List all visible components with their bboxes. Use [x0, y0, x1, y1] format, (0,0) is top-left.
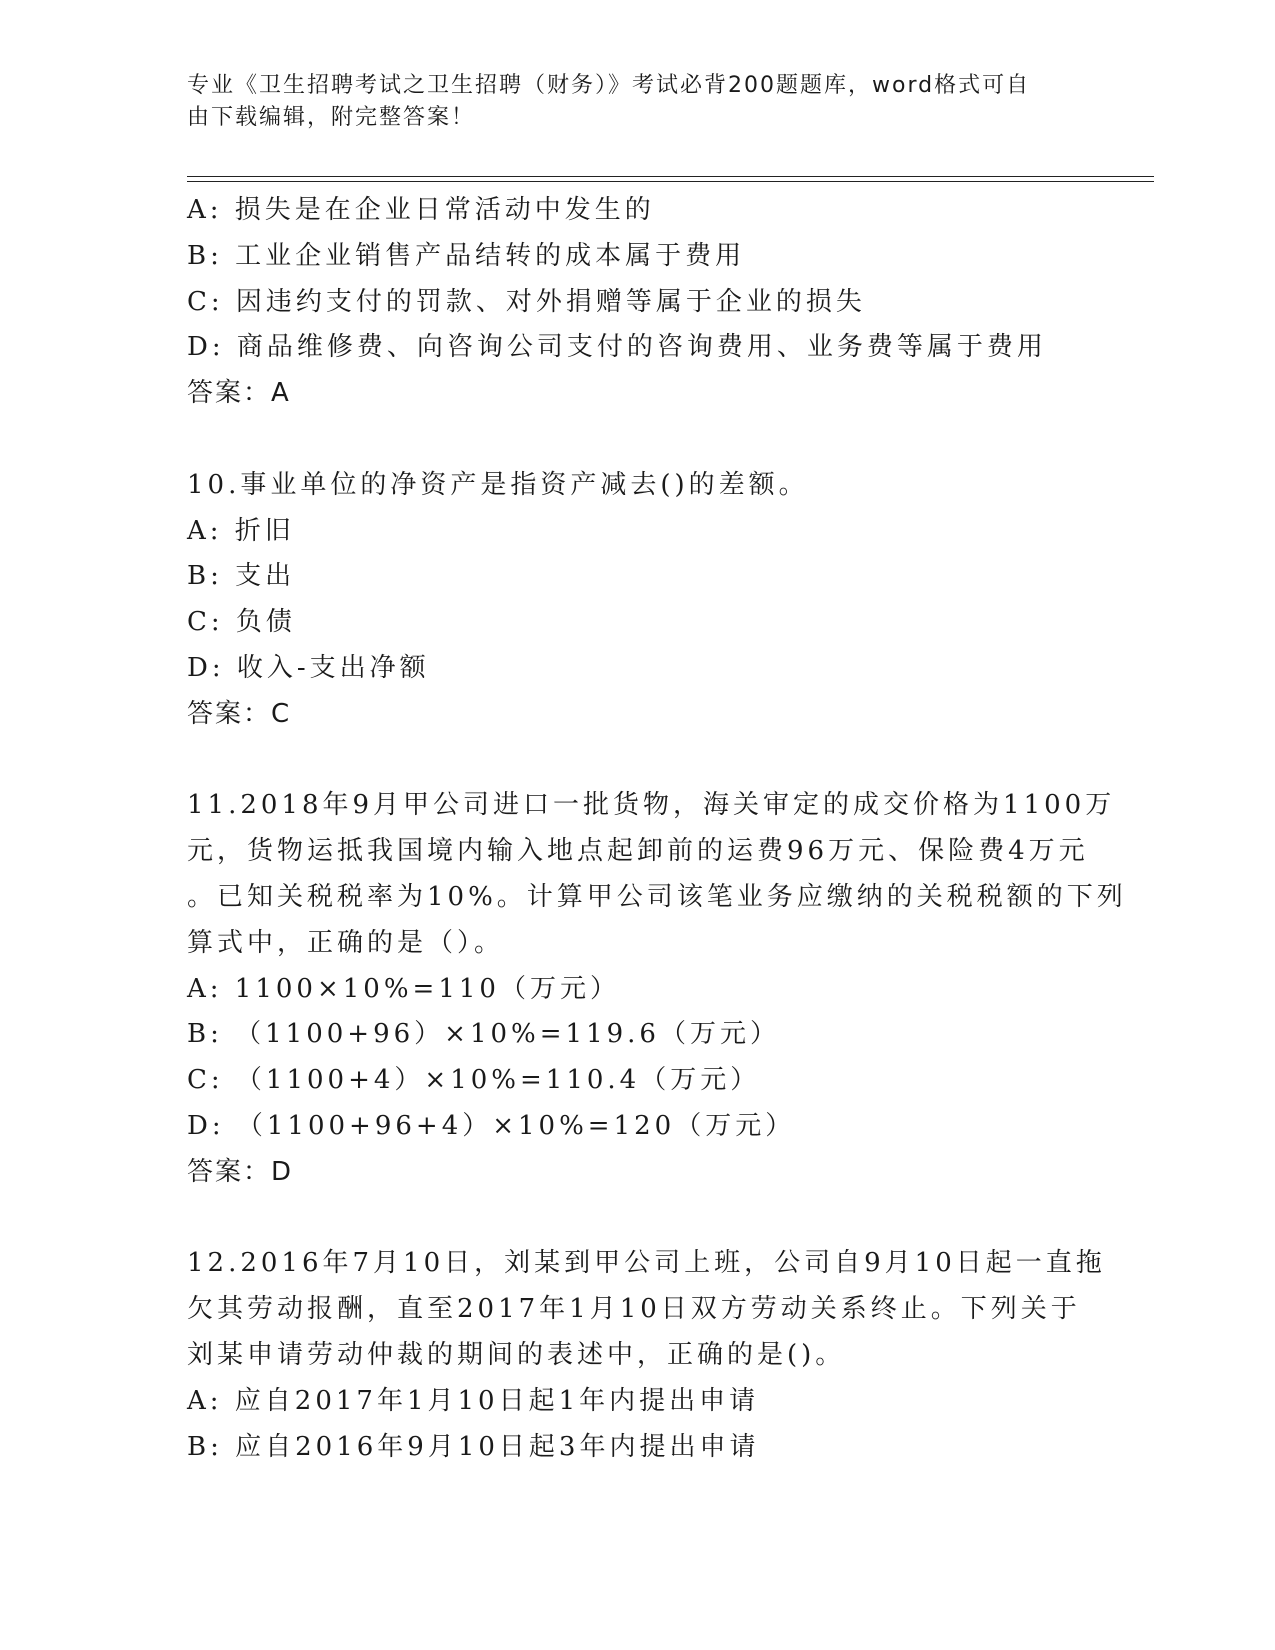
header-divider [187, 176, 1154, 177]
option-b: B: 支出 [187, 561, 296, 592]
question-11 [187, 783, 1127, 1195]
question-content [187, 188, 1127, 1470]
option-d: D: （1100+96+4）×10%=120（万元） [187, 1110, 796, 1141]
header-line-1: 专业《卫生招聘考试之卫生招聘（财务）》考试必背200题题库，word格式可自 [187, 73, 1031, 98]
question-stem-line: 12.2016年7月10日，刘某到甲公司上班，公司自9月10日起一直拖 [187, 1248, 1106, 1279]
question-stem-line: 元，货物运抵我国境内输入地点起卸前的运费96万元、保险费4万元 [187, 836, 1089, 867]
question-10 [187, 463, 1107, 738]
question-stem-line: 欠其劳动报酬，直至2017年1月10日双方劳动关系终止。下列关于 [187, 1294, 1081, 1325]
option-a: A: 1100×10%=110（万元） [187, 973, 620, 1004]
question-9 [187, 188, 1107, 417]
spacer [187, 738, 1107, 784]
answer-label: 答案：A [187, 378, 291, 409]
answer-label: 答案：D [187, 1156, 294, 1187]
option-c: C: 负债 [187, 607, 296, 638]
header-line-2: 由下载编辑，附完整答案！ [187, 105, 476, 130]
option-a: A: 损失是在企业日常活动中发生的 [187, 195, 655, 225]
spacer [187, 1196, 1107, 1242]
option-d: D: 收入-支出净额 [187, 652, 430, 683]
option-b: B: 应自2016年9月10日起3年内提出申请 [187, 1431, 760, 1462]
option-a: A: 折旧 [187, 515, 295, 546]
question-stem-line: 刘某申请劳动仲裁的期间的表述中，正确的是()。 [187, 1339, 846, 1370]
answer-label: 答案：C [187, 698, 292, 729]
spacer [187, 417, 1107, 463]
option-c: C: （1100+4）×10%=110.4（万元） [187, 1065, 761, 1096]
question-stem-line: 算式中，正确的是（）。 [187, 927, 505, 958]
option-b: B: （1100+96）×10%=119.6（万元） [187, 1019, 780, 1050]
question-stem: 10.事业单位的净资产是指资产减去()的差额。 [187, 469, 809, 500]
option-c: C: 因违约支付的罚款、对外捐赠等属于企业的损失 [187, 286, 866, 317]
option-d: D: 商品维修费、向咨询公司支付的咨询费用、业务费等属于费用 [187, 332, 1047, 363]
option-a: A: 应自2017年1月10日起1年内提出申请 [187, 1385, 760, 1416]
question-stem-line: 11.2018年9月甲公司进口一批货物，海关审定的成交价格为1100万 [187, 790, 1116, 821]
question-12 [187, 1241, 1107, 1470]
option-b: B: 工业企业销售产品结转的成本属于费用 [187, 240, 746, 271]
document-header [187, 70, 1087, 134]
header-divider-secondary [187, 181, 1154, 182]
question-stem-line: 。已知关税税率为10%。计算甲公司该笔业务应缴纳的关税税额的下列 [187, 881, 1127, 912]
